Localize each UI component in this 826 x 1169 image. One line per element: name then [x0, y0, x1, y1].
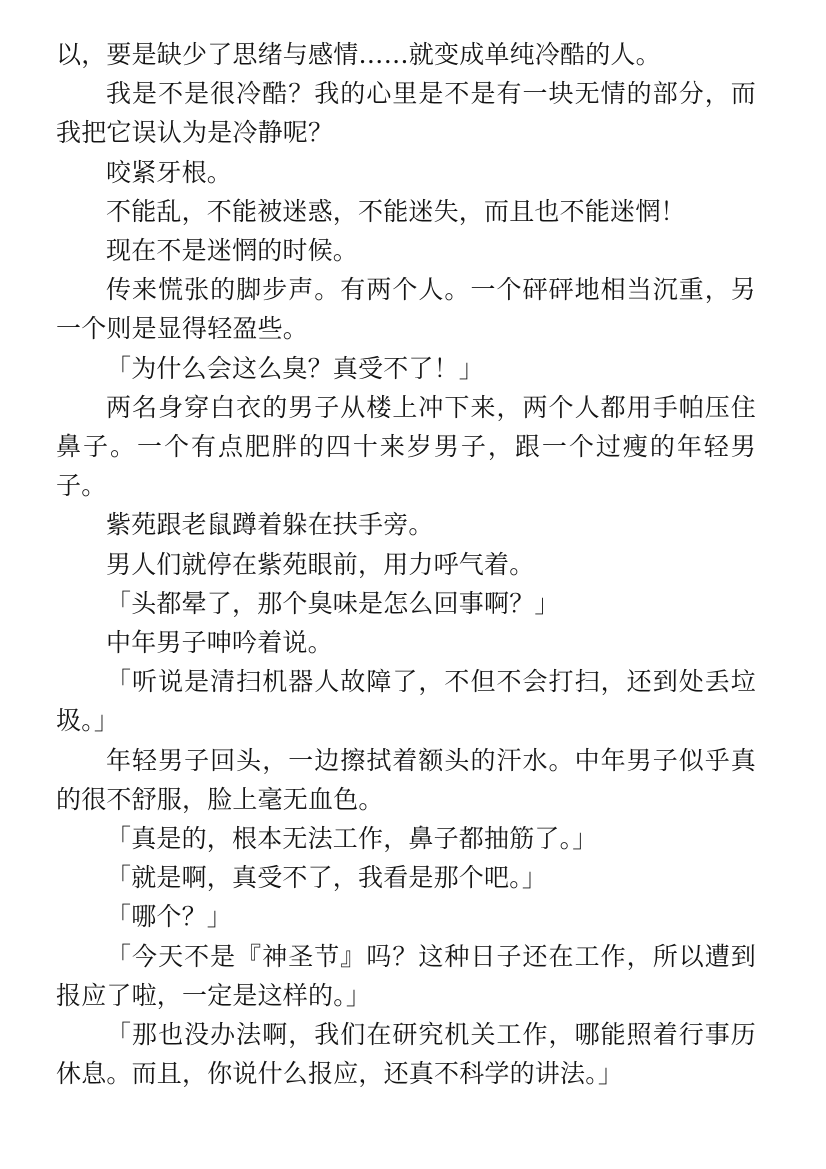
paragraph: 「就是啊，真受不了，我看是那个吧。」 — [106, 863, 548, 893]
paragraph: 男人们就停在紫苑眼前，用力呼气着。 — [106, 549, 535, 579]
paragraph: 紫苑跟老鼠蹲着躲在扶手旁。 — [106, 510, 434, 540]
paragraph: 以，要是缺少了思绪与感情……就变成单纯冷酷的人。 — [56, 40, 661, 69]
paragraph: 「为什么会这么臭？真受不了！」 — [106, 353, 485, 383]
paragraph: 「那也没办法啊，我们在研究机关工作，哪能照着行事历休息。而且，你说什么报应，还真不科学的讲法。」 — [56, 1020, 756, 1089]
paragraph: 「真是的，根本无法工作，鼻子都抽筋了。」 — [106, 824, 598, 854]
paragraph: 「今天不是『神圣节』吗？这种日子还在工作，所以遭到报应了啦，一定是这样的。」 — [56, 941, 756, 1010]
paragraph: 我是不是很冷酷？我的心里是不是有一块无情的部分，而我把它误认为是冷静呢？ — [56, 79, 756, 148]
paragraph: 年轻男子回头，一边擦拭着额头的汗水。中年男子似乎真的很不舒服，脸上毫无血色。 — [56, 745, 756, 814]
paragraph: 咬紧牙根。 — [106, 157, 233, 187]
paragraph: 现在不是迷惘的时候。 — [106, 236, 359, 266]
paragraph: 「哪个？」 — [106, 902, 233, 932]
paragraph: 「头都晕了，那个臭味是怎么回事啊？」 — [106, 588, 560, 618]
paragraph: 传来慌张的脚步声。有两个人。一个砰砰地相当沉重，另一个则是显得轻盈些。 — [56, 275, 756, 344]
paragraph: 两名身穿白衣的男子从楼上冲下来，两个人都用手帕压住鼻子。一个有点肥胖的四十来岁男子，跟一个过瘦的年轻男子。 — [56, 392, 756, 501]
paragraph: 「听说是清扫机器人故障了，不但不会打扫，还到处丢垃圾。」 — [56, 667, 756, 736]
paragraph: 不能乱，不能被迷惑，不能迷失，而且也不能迷惘！ — [106, 196, 686, 226]
paragraph: 中年男子呻吟着说。 — [106, 628, 333, 658]
page-body — [56, 35, 756, 1093]
